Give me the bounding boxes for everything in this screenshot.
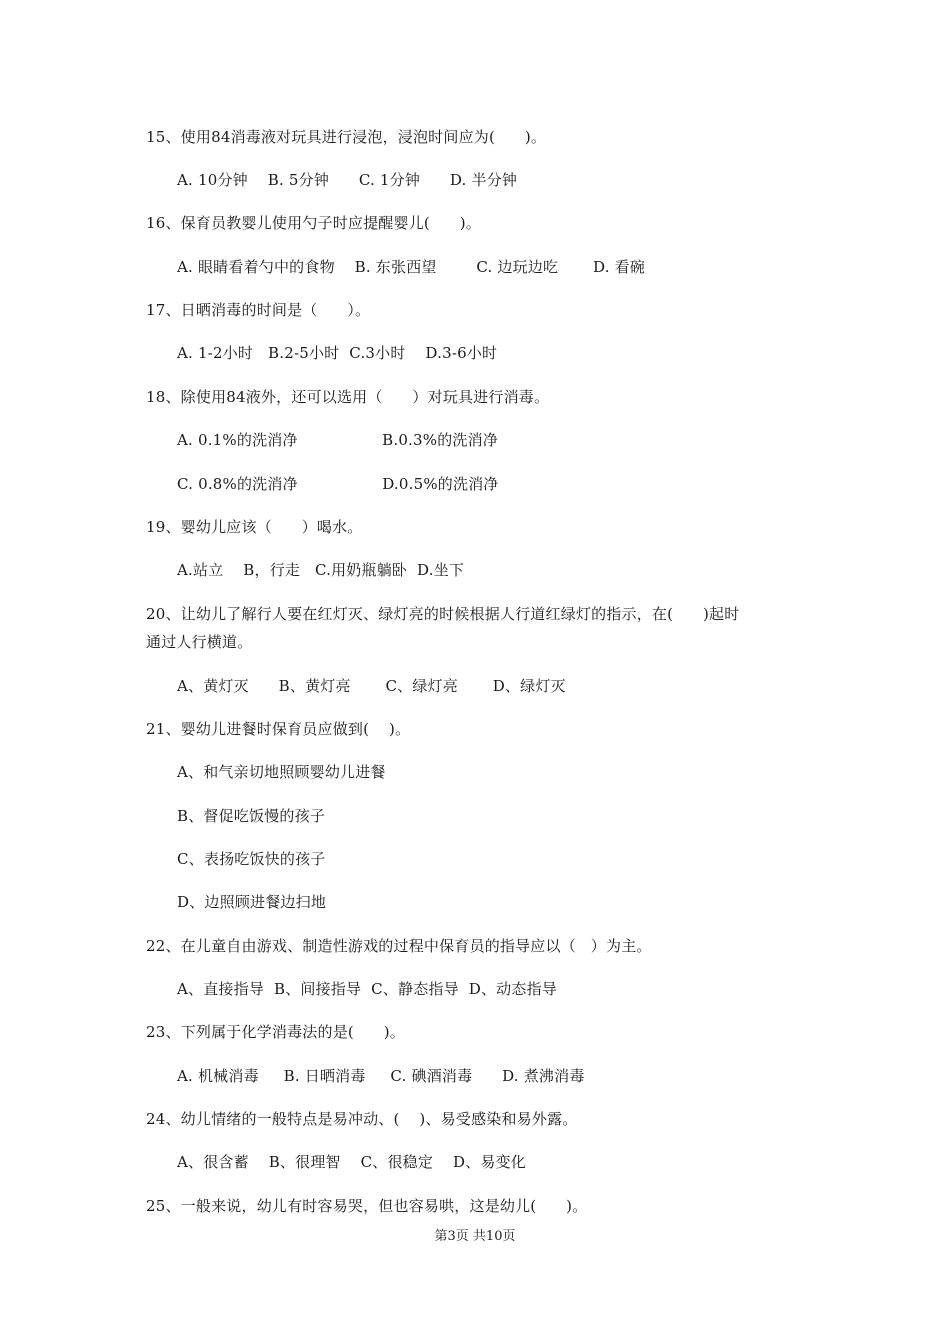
question-22: 22、在儿童自由游戏、制造性游戏的过程中保育员的指导应以（ ）为主。: [146, 937, 652, 955]
option-21-c: C、表扬吃饭快的孩子: [177, 850, 326, 868]
page-footer: 第3页 共10页: [434, 1229, 516, 1244]
options-18-ab: A. 0.1%的洗消净 B.0.3%的洗消净: [177, 431, 499, 449]
question-21: 21、婴幼儿进餐时保育员应做到( )。: [146, 720, 411, 738]
option-21-d: D、边照顾进餐边扫地: [177, 893, 327, 911]
question-16: 16、保育员教婴儿使用勺子时应提醒婴儿( )。: [146, 214, 482, 232]
question-17: 17、日晒消毒的时间是（ ）。: [146, 301, 371, 319]
question-18: 18、除使用84液外，还可以选用（ ）对玩具进行消毒。: [146, 388, 550, 406]
options-18-cd: C. 0.8%的洗消净 D.0.5%的洗消净: [177, 475, 499, 493]
options-23: A. 机械消毒 B. 日晒消毒 C. 碘酒消毒 D. 煮沸消毒: [177, 1067, 585, 1085]
options-22: A、直接指导 B、间接指导 C、静态指导 D、动态指导: [177, 980, 557, 998]
options-15: A. 10分钟 B. 5分钟 C. 1分钟 D. 半分钟: [177, 171, 518, 189]
question-19: 19、婴幼儿应该（ ）喝水。: [146, 518, 363, 536]
options-24: A、很含蓄 B、很理智 C、很稳定 D、易变化: [177, 1153, 526, 1171]
question-15: 15、使用84消毒液对玩具进行浸泡，浸泡时间应为( )。: [146, 128, 547, 146]
options-17: A. 1-2小时 B.2-5小时 C.3小时 D.3-6小时: [177, 344, 498, 362]
question-25: 25、一般来说，幼儿有时容易哭，但也容易哄，这是幼儿( )。: [146, 1197, 588, 1215]
option-21-a: A、和气亲切地照顾婴幼儿进餐: [177, 763, 386, 781]
question-20-continuation: 通过人行横道。: [146, 633, 253, 651]
options-16: A. 眼睛看着勺中的食物 B. 东张西望 C. 边玩边吃 D. 看碗: [177, 258, 646, 276]
options-19: A.站立 B，行走 C.用奶瓶躺卧 D.坐下: [177, 561, 465, 579]
question-23: 23、下列属于化学消毒法的是( )。: [146, 1023, 406, 1041]
option-21-b: B、督促吃饭慢的孩子: [177, 807, 326, 825]
question-24: 24、幼儿情绪的一般特点是易冲动、( )、易受感染和易外露。: [146, 1110, 578, 1128]
question-20: 20、让幼儿了解行人要在红灯灭、绿灯亮的时候根据人行道红绿灯的指示，在( )起时: [146, 605, 740, 623]
options-20: A、黄灯灭 B、黄灯亮 C、绿灯亮 D、绿灯灭: [177, 677, 566, 695]
